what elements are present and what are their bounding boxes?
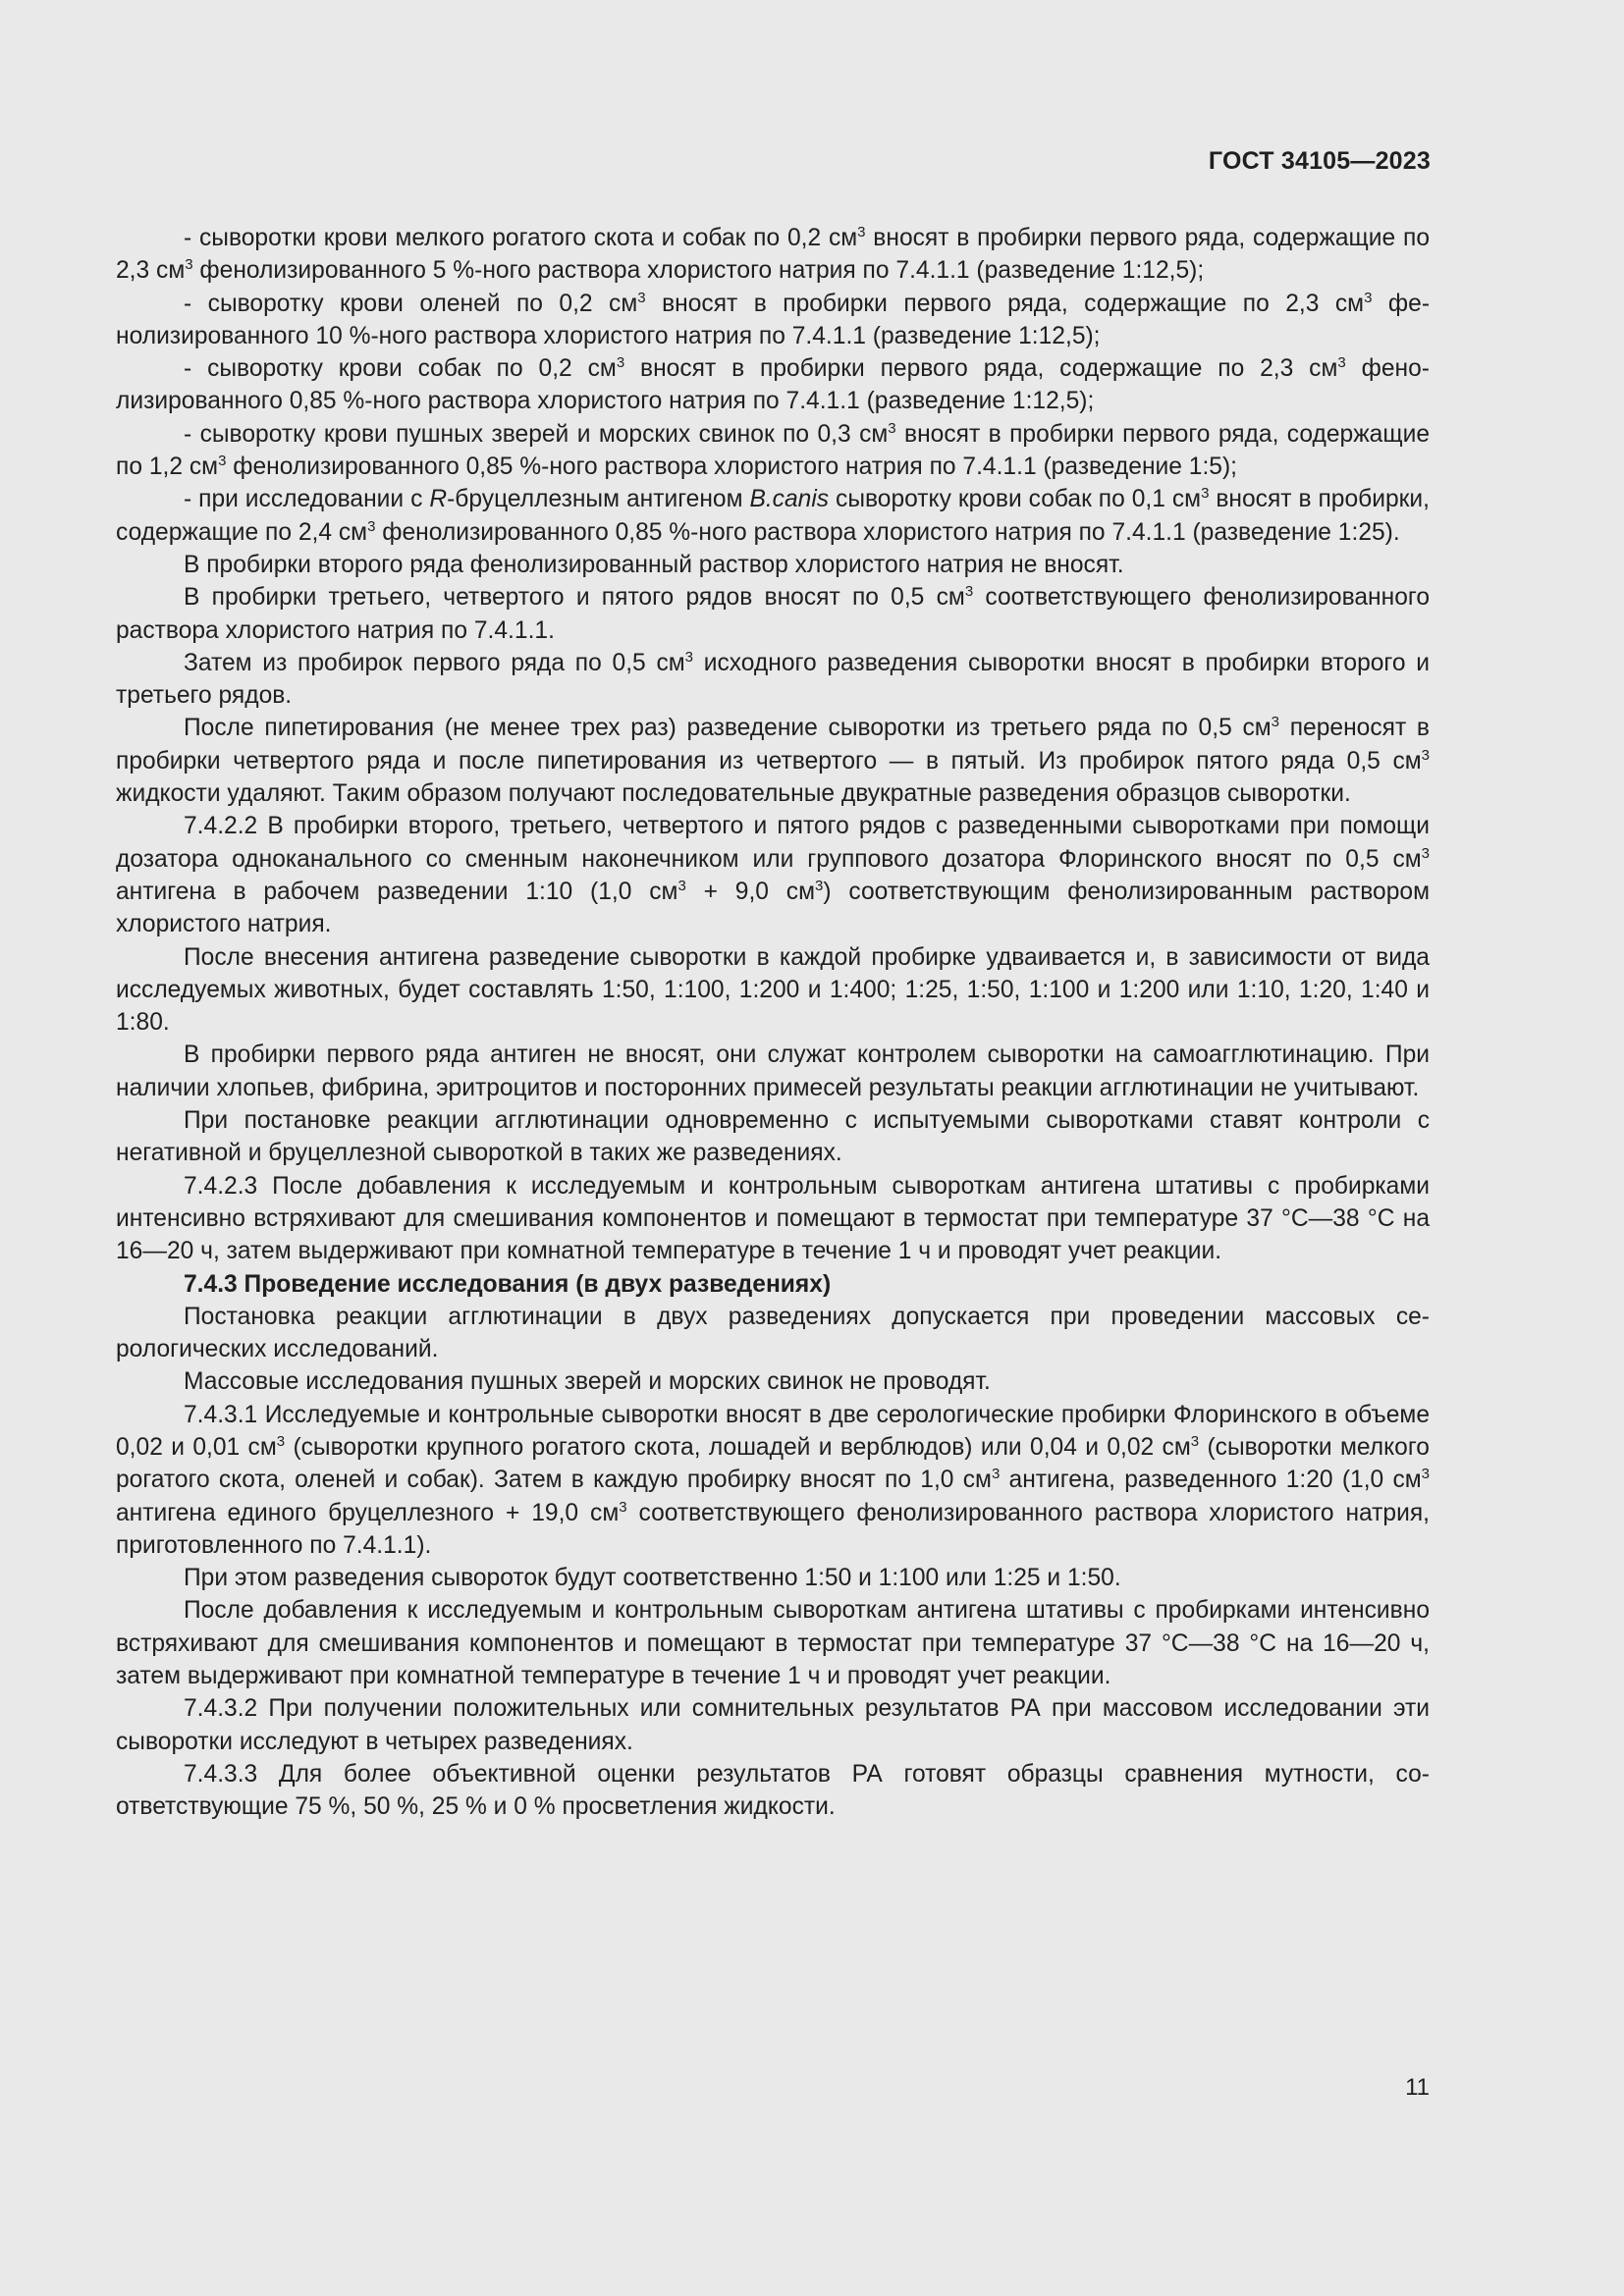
superscript: 3 [888,419,896,437]
text-run: - при исследовании с [184,486,430,513]
superscript: 3 [677,877,686,894]
text-run: антигена единого бруцеллезного + 19,0 см [116,1499,620,1526]
body-paragraph [116,1365,1430,1398]
text-run: -бруцеллезным антигеном [447,486,750,513]
superscript: 3 [276,1432,286,1450]
superscript: 3 [964,583,974,601]
body-paragraph [116,941,1430,1040]
text-run: Постановка реакции агглютинации в двух разведениях допускается при проведении массовых серологических исследований. [116,1303,1430,1363]
text-run: соответствующего фенолизированного раствора хлористого натрия по 7.4.1.1. [116,584,1430,644]
text-run: вносят в пробирки, содержащие по 2,4 см [116,486,1430,546]
body-paragraph [116,1562,1430,1594]
text-run: - сыворотки крови мелкого рогатого скота и собак по 0,2 см [184,225,858,251]
text-run: При постановке реакции агглютинации одновременно с испытуемыми сыворотками ставят контроли с негативной и бруцеллезной сывороткой в таких же разведениях. [116,1107,1430,1167]
body-paragraph [116,1170,1430,1268]
text-run: сыворотку крови собак по 0,1 см [829,486,1202,513]
text-run: В пробирки первого ряда антиген не вносят, они служат контролем сыворотки на самоагглютинацию. При наличии хлопьев, фибрина, эритроцитов и посторонних примесей результаты реакции агглютинации не учитывают. [116,1041,1430,1101]
text-run: 7.4.3.1 Исследуемые и контрольные сыворотки вносят в две серологические пробирки Флоринского в объеме 0,02 и 0,01 см [116,1401,1430,1461]
superscript: 3 [218,453,227,470]
body-paragraph [116,549,1430,581]
italic-text: B.canis [749,486,830,513]
text-run: После внесения антигена разведение сыворотки в каждой пробирке удваивается и, в зависимости от вида исследуемых животных, будет составлять 1:50, 1:100, 1:200 и 1:400; 1:25, 1:50, 1:100 и 1:200 или 1:10, 1:20, 1:40 и 1:80. [116,943,1430,1037]
body-paragraph [116,352,1430,418]
text-run: переносят в пробирки четвертого ряда и после пипетирования из четвертого — в пятый. Из пробирок пятого ряда 0,5 см [116,715,1430,774]
text-run: Массовые исследования пушных зверей и морских свинок не проводят. [184,1368,991,1396]
superscript: 3 [616,354,625,372]
text-run: вносят в пробирки первого ряда, содержащие по 2,3 см [624,355,1338,383]
text-run: вносят в пробирки первого ряда, содержащие по 1,2 см [116,420,1430,481]
text-run: + 9,0 см [685,878,816,905]
body-paragraph [116,1301,1430,1366]
body-paragraph [116,581,1430,647]
text-run: При этом разведения сывороток будут соответственно 1:50 и 1:100 или 1:25 и 1:50. [184,1565,1121,1592]
superscript: 3 [1421,1466,1430,1483]
body-paragraph [116,647,1430,713]
text-run: вносят в пробирки первого ряда, содержащие по 2,3 см [645,290,1365,317]
italic-text: R [429,486,448,513]
text-run: соответствующего фенолизированного раствора хлористого натрия, приготовленного по 7.4.1.1). [116,1499,1430,1559]
text-run: В пробирки третьего, четвертого и пятого рядов вносят по 0,5 см [184,584,965,612]
body-paragraph [116,222,1430,288]
document-code-header: ГОСТ 34105—2023 [1208,147,1431,175]
text-run: В пробирки второго ряда фенолизированный раствор хлористого натрия не вносят. [184,551,1124,578]
body-paragraph [116,1758,1430,1824]
superscript: 3 [1421,746,1430,764]
text-run: (сыворотки мелкого рогатого скота, оленей и собак). Затем в каждую пробирку вносят по 1,0 см [116,1433,1430,1494]
text-run: антигена в рабочем разведении 1:10 (1,0 см [116,878,678,905]
body-paragraph [116,810,1430,940]
text-run: вносят в пробирки первого ряда, содержащие по 2,3 см [116,225,1430,285]
text-run: - сыворотку крови пушных зверей и морских свинок по 0,3 см [184,420,889,448]
body-paragraph [116,288,1430,353]
document-body [116,222,1430,1824]
text-run: фенолизированного 0,85 %-ного раствора хлористого натрия по 7.4.1.1 (разведение 1:12,5); [116,355,1430,415]
body-paragraph [116,1594,1430,1692]
text-run: 7.4.3 Проведение исследования (в двух разведениях) [184,1270,832,1298]
text-run: исходного разведения сыворотки вносят в пробирки второго и третьего рядов. [116,649,1430,710]
superscript: 3 [1190,1432,1200,1450]
superscript: 3 [1201,485,1210,503]
superscript: 3 [1271,714,1280,731]
text-run: 7.4.2.2 В пробирки второго, третьего, четвертого и пятого рядов с разведенными сыворотками при помощи дозатора одноканального со сменным наконечником или группового дозатора Флоринского вносят по 0,5 см [116,813,1430,873]
superscript: 3 [991,1466,1001,1483]
superscript: 3 [857,224,866,240]
text-run: - сыворотку крови оленей по 0,2 см [184,290,638,317]
text-run: Затем из пробирок первого ряда по 0,5 см [184,649,685,676]
body-paragraph [116,1399,1430,1562]
text-run: 7.4.2.3 После добавления к исследуемым и контрольным сывороткам антигена штативы с пробирками интенсивно встряхивают для смешивания компонентов и помещают в термостат при температуре 37 °С—38 °С на 16—20 ч, затем выдерживают при комнатной температуре в течение 1 ч и проводят учет реакции. [116,1172,1430,1265]
superscript: 3 [619,1498,627,1516]
body-paragraph [116,1104,1430,1170]
body-paragraph [116,1039,1430,1104]
superscript: 3 [1364,289,1373,306]
section-heading [116,1268,1430,1301]
text-run: фенолизированного 5 %-ного раствора хлористого натрия по 7.4.1.1 (разведение 1:12,5); [192,257,1205,285]
text-run: После добавления к исследуемым и контрольным сывороткам антигена штативы с пробирками интенсивно встряхивают для смешивания компонентов и помещают в термостат при температуре 37 °С—38 °С на 16—20 ч, затем выдерживают при комнатной температуре в течение 1 ч и проводят учет реакции. [116,1597,1430,1690]
text-run: (сыворотки крупного рогатого скота, лошадей и верблюдов) или 0,04 и 0,02 см [285,1433,1191,1461]
text-run: фенолизированного 0,85 %-ного раствора хлористого натрия по 7.4.1.1 (разведение 1:5); [226,454,1237,481]
text-run: 7.4.3.2 При получении положительных или сомнительных результатов РА при массовом исследовании эти сыворотки исследуют в четырех разведениях. [116,1695,1430,1755]
body-paragraph [116,712,1430,810]
body-paragraph [116,1692,1430,1758]
superscript: 3 [815,877,824,894]
text-run: фенолизированного 0,85 %-ного раствора хлористого натрия по 7.4.1.1 (разведение 1:25). [375,518,1400,546]
text-run: жидкости удаляют. Таким образом получают последовательные двукратные разведения образцов сыворотки. [116,780,1351,808]
superscript: 3 [684,648,693,666]
superscript: 3 [367,517,376,535]
body-paragraph [116,483,1430,549]
text-run: 7.4.3.3 Для более объективной оценки результатов РА готовят образцы сравнения мутности, соответствующие 75 %, 50 %, 25 % и 0 % просветления жидкости. [116,1760,1430,1821]
text-run: - сыворотку крови собак по 0,2 см [184,355,617,383]
superscript: 3 [1421,844,1430,862]
superscript: 3 [637,289,646,306]
text-run: фенолизированного 10 %-ного раствора хлористого натрия по 7.4.1.1 (разведение 1:12,5); [116,290,1431,349]
superscript: 3 [1337,354,1346,372]
text-run: ) соответствующим фенолизированным раствором хлористого натрия. [116,878,1430,938]
page-number: 11 [1405,2074,1430,2101]
superscript: 3 [185,256,193,274]
text-run: антигена, разведенного 1:20 (1,0 см [1000,1467,1422,1494]
text-run: После пипетирования (не менее трех раз) разведение сыворотки из третьего ряда по 0,5 см [184,715,1272,742]
body-paragraph [116,418,1430,484]
